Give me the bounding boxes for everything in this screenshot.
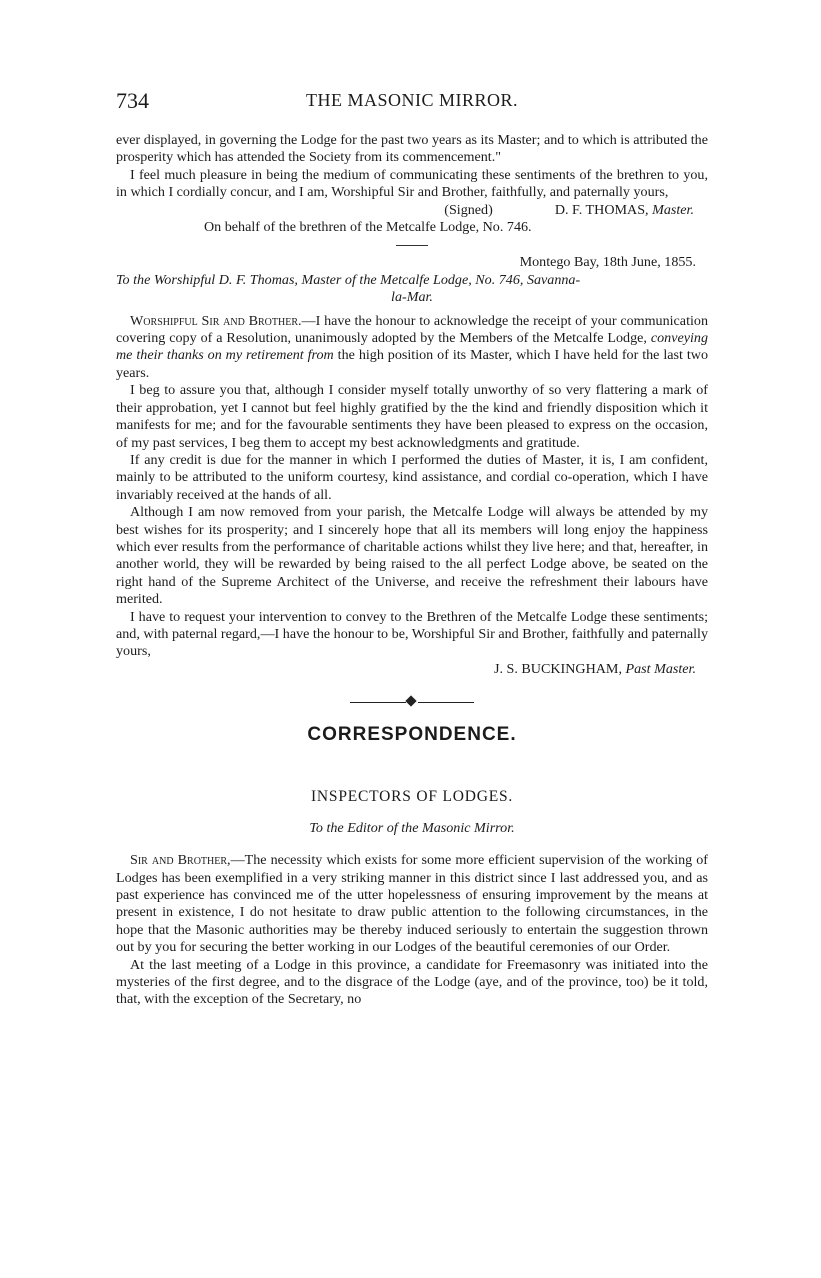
to-editor-line: To the Editor of the Masonic Mirror. <box>309 820 515 837</box>
correspondence-paragraph-2: At the last meeting of a Lodge in this province, a candidate for Freemasonry was initiated into the mysteries of the first degree, and to the disgrace of the Lodge (aye, and of the province, too) be it told, that, with the exception of the Secretary, no <box>116 956 708 1008</box>
article-title: INSPECTORS OF LODGES. <box>310 788 514 806</box>
letter2-paragraph-2: I beg to assure you that, although I consider myself totally unworthy of so very flattering a mark of their approbation, yet I cannot but feel highly gratified by the the kind and friendly disposition which it manifests for me; and for the favourable sentiments they have been pleased to express on the occasion, of my past services, I beg them to accept my best acknowledgments and gratitude. <box>116 382 708 451</box>
letter2-paragraph-5: I have to request your intervention to convey to the Brethren of the Metcalfe Lodge these sentiments; and, with paternal regard,—I have the honour to be, Worshipful Sir and Brother, faithfully and paternally yours, <box>116 608 708 660</box>
salutation: Sir and Brother, <box>130 852 231 869</box>
salutation: Worshipful Sir and Brother. <box>130 312 302 329</box>
letter2-signature <box>116 661 708 678</box>
page-number: 734 <box>116 88 149 113</box>
signer-name: J. S. BUCKINGHAM, <box>493 660 622 677</box>
address-block <box>116 272 708 307</box>
letter2-paragraph-4: Although I am now removed from your parish, the Metcalfe Lodge will always be attended by my best wishes for its prosperity; and I sincerely hope that all its members will long enjoy the happiness which ever results from the performance of charitable actions whilst they live here; and that, hereafter, in another world, they will be rewarded by being raised to the all perfect Lodge above, be seated on the right hand of the Supreme Architect of the Universe, and receive the refreshment their labours have merited. <box>116 504 708 608</box>
signer-block <box>555 202 694 219</box>
dateline: Montego Bay, 18th June, 1855. <box>519 254 696 271</box>
signed-label: (Signed) <box>444 201 493 218</box>
signer-title: Past Master. <box>625 660 696 677</box>
page-header <box>116 88 708 114</box>
letter1-paragraph-1: ever displayed, in governing the Lodge for the past two years as its Master; and to which is attributed the prosperity which has attended the Society from its commencement." <box>116 132 708 166</box>
signer-title: Master. <box>652 201 694 218</box>
behalf-line: On behalf of the brethren of the Metcalfe Lodge, No. 746. <box>204 219 532 236</box>
diamond-icon <box>405 696 416 707</box>
address-line-1: To the Worshipful D. F. Thomas, Master of the Metcalfe Lodge, No. 746, Savanna- <box>116 271 581 288</box>
section-title: CORRESPONDENCE. <box>307 724 517 746</box>
running-title: THE MASONIC MIRROR. <box>305 90 519 110</box>
correspondence-paragraph-1: Sir and Brother,—The necessity which exists for some more efficient supervision of the working of Lodges has been exemplified in a very striking manner in this district since I last addressed you, and as past experience has convinced me of the utter hopelessness of ensuring improvement by the means at present in existence, I do not hesitate to draw public attention to the following circumstances, in the hope that the Masonic authorities may be thereby induced seriously to entertain the suggestion thrown out by you for securing the better working in our Lodges of the beautiful ceremonies of our Order. <box>116 852 709 956</box>
letter1-signature <box>116 202 708 219</box>
page <box>116 88 708 1009</box>
ornament-line-left <box>350 702 406 703</box>
letter2-paragraph-1: Worshipful Sir and Brother.—I have the honour to acknowledge the receipt of your communication covering copy of a Resolution, unanimously adopted by the Members of the Metcalfe Lodge, conveying me their thanks on my retirement from the high position of its Master, which I have held for the last two years. <box>116 312 708 381</box>
ornament-divider <box>116 694 708 710</box>
separator-rule <box>396 245 428 246</box>
ornament-line-right <box>418 702 474 703</box>
signer-name: D. F. THOMAS, <box>554 201 649 218</box>
address-line-2: la-Mar. <box>391 289 433 306</box>
letter1-paragraph-2: I feel much pleasure in being the medium of communicating these sentiments of the brethren to you, in which I cordially concur, and I am, Worshipful Sir and Brother, faithfully, and paternally yours, <box>116 166 708 201</box>
letter2-paragraph-3: If any credit is due for the manner in which I performed the duties of Master, it is, I am confident, mainly to be attributed to the uniform courtesy, kind assistance, and cordial co-operation, which I have invariably received at the hands of all. <box>116 451 708 503</box>
